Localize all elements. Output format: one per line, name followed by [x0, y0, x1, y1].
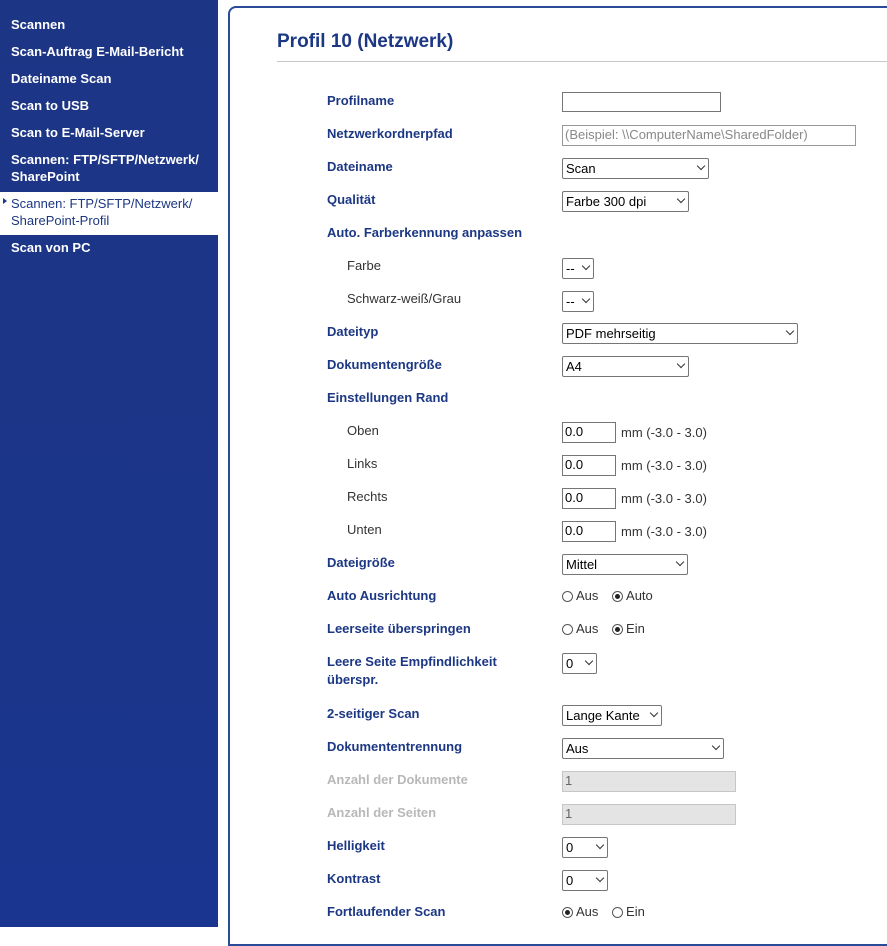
nav-label: Scan to USB: [11, 98, 90, 113]
label-dateigroesse: Dateigröße: [327, 555, 395, 570]
nav-label: Scannen: FTP/SFTP/Netzwerk/ SharePoint: [11, 152, 199, 184]
label-dokumentengroesse: Dokumentengröße: [327, 357, 442, 372]
chevron-down-icon: [596, 841, 604, 849]
radio-circle: [562, 624, 573, 635]
radio-label: Auto: [626, 588, 653, 603]
chevron-down-icon: [677, 195, 685, 203]
fortlaufend-radio-ein[interactable]: [612, 903, 645, 921]
nav-item-scan-filename[interactable]: [0, 70, 218, 87]
label-farbe: Farbe: [347, 258, 381, 273]
label-rechts: Rechts: [347, 489, 388, 504]
trennung-select[interactable]: [562, 738, 724, 759]
sidebar-nav: [0, 0, 218, 927]
helligkeit-select[interactable]: [562, 837, 608, 858]
label-dateityp: Dateityp: [327, 324, 379, 339]
chevron-down-icon: [650, 709, 658, 717]
label-rand: Einstellungen Rand: [327, 390, 449, 405]
fortlaufend-radio-group: [562, 903, 655, 923]
page-title: Profil 10 (Netzwerk): [277, 31, 454, 52]
label-farberkennung: Auto. Farberkennung anpassen: [327, 225, 523, 240]
radio-label: Aus: [576, 588, 599, 603]
select-value: --: [566, 294, 575, 309]
dateiname-select[interactable]: [562, 158, 709, 179]
rand-oben-range: mm (-3.0 - 3.0): [621, 425, 707, 440]
dateityp-select[interactable]: [562, 323, 798, 344]
select-value: A4: [566, 359, 582, 374]
label-profilname: Profilname: [327, 93, 395, 108]
label-netzwerkpfad: Netzwerkordnerpfad: [327, 126, 453, 141]
label-ausrichtung: Auto Ausrichtung: [327, 588, 437, 603]
nav-label: Scannen: FTP/SFTP/Netzwerk/ SharePoint-Profil: [11, 196, 193, 228]
radio-circle: [612, 591, 623, 602]
radio-circle: [562, 907, 573, 918]
select-value: Farbe 300 dpi: [566, 194, 647, 209]
nav-label: Scan-Auftrag E-Mail-Bericht: [11, 44, 184, 59]
nav-item-scan-to-email-server[interactable]: [0, 124, 218, 141]
chevron-down-icon: [712, 742, 720, 750]
select-value: PDF mehrseitig: [566, 326, 656, 341]
anzahl-dokumente-input: 1: [562, 771, 736, 792]
anzahl-seiten-input: 1: [562, 804, 736, 825]
chevron-down-icon: [585, 657, 593, 665]
select-value: 0: [566, 840, 574, 855]
chevron-down-icon: [786, 327, 794, 335]
label-fortlaufend: Fortlaufender Scan: [327, 904, 446, 919]
label-anzahl-seiten: Anzahl der Seiten: [327, 805, 437, 820]
label-dateiname: Dateiname: [327, 159, 393, 174]
ausrichtung-radio-group: [562, 587, 663, 607]
ausrichtung-radio-auto[interactable]: [612, 587, 653, 605]
rand-unten-range: mm (-3.0 - 3.0): [621, 524, 707, 539]
label-links: Links: [347, 456, 378, 471]
select-value: 0: [566, 656, 574, 671]
farbe-select[interactable]: [562, 258, 594, 279]
leerseite-radio-aus[interactable]: [562, 620, 598, 638]
rand-unten-input[interactable]: 0.0: [562, 521, 616, 542]
fortlaufend-radio-aus[interactable]: [562, 903, 598, 921]
nav-item-scan-to-usb[interactable]: [0, 97, 218, 114]
select-value: Scan: [566, 161, 596, 176]
chevron-down-icon: [697, 162, 705, 170]
label-trennung: Dokumententrennung: [327, 739, 463, 754]
qualitaet-select[interactable]: [562, 191, 689, 212]
chevron-down-icon: [582, 295, 590, 303]
radio-label: Aus: [576, 904, 599, 919]
dateigroesse-select[interactable]: [562, 554, 688, 575]
chevron-down-icon: [596, 874, 604, 882]
radio-label: Ein: [626, 904, 645, 919]
rand-rechts-input[interactable]: 0.0: [562, 488, 616, 509]
rand-oben-input[interactable]: 0.0: [562, 422, 616, 443]
ausrichtung-radio-aus[interactable]: [562, 587, 598, 605]
schwarzweiss-select[interactable]: [562, 291, 594, 312]
label-duplex: 2-seitiger Scan: [327, 706, 420, 721]
label-qualitaet: Qualität: [327, 192, 376, 207]
nav-item-scan-ftp-sharepoint-profile[interactable]: [0, 192, 218, 235]
select-value: Mittel: [566, 557, 598, 572]
rand-links-input[interactable]: 0.0: [562, 455, 616, 476]
kontrast-select[interactable]: [562, 870, 608, 891]
empfindlichkeit-select[interactable]: [562, 653, 597, 674]
duplex-select[interactable]: [562, 705, 662, 726]
leerseite-radio-ein[interactable]: [612, 620, 645, 638]
radio-circle: [612, 624, 623, 635]
nav-item-scan-ftp-sharepoint[interactable]: [0, 151, 200, 185]
label-leerseite: Leerseite überspringen: [327, 621, 471, 636]
select-value: 0: [566, 873, 574, 888]
nav-label: Dateiname Scan: [11, 71, 112, 86]
label-anzahl-dokumente: Anzahl der Dokumente: [327, 772, 468, 787]
radio-label: Aus: [576, 621, 599, 636]
nav-label: Scan von PC: [11, 240, 91, 255]
profilname-input[interactable]: [562, 92, 721, 112]
nav-item-scan-email-report[interactable]: [0, 43, 218, 60]
rand-links-range: mm (-3.0 - 3.0): [621, 458, 707, 473]
chevron-down-icon: [676, 558, 684, 566]
select-value: Aus: [566, 741, 589, 756]
label-helligkeit: Helligkeit: [327, 838, 385, 853]
chevron-down-icon: [677, 360, 685, 368]
dokumentengroesse-select[interactable]: [562, 356, 689, 377]
nav-item-scan-from-pc[interactable]: [0, 239, 218, 256]
rand-rechts-range: mm (-3.0 - 3.0): [621, 491, 707, 506]
caret-right-icon: [3, 198, 7, 204]
chevron-down-icon: [582, 262, 590, 270]
label-kontrast: Kontrast: [327, 871, 381, 886]
radio-circle: [562, 591, 573, 602]
radio-label: Ein: [626, 621, 645, 636]
leerseite-radio-group: [562, 620, 655, 640]
nav-label: Scannen: [11, 17, 66, 32]
select-value: Lange Kante: [566, 708, 640, 723]
label-unten: Unten: [347, 522, 382, 537]
nav-item-scannen[interactable]: [0, 16, 218, 33]
title-divider: [277, 61, 887, 62]
label-oben: Oben: [347, 423, 379, 438]
label-empfindlichkeit: Leere Seite Empfindlichkeit überspr.: [327, 654, 497, 687]
label-schwarzweiss: Schwarz-weiß/Grau: [347, 291, 462, 306]
nav-label: Scan to E-Mail-Server: [11, 125, 145, 140]
netzwerkpfad-input[interactable]: (Beispiel: \\ComputerName\SharedFolder): [562, 125, 856, 146]
select-value: --: [566, 261, 575, 276]
radio-circle: [612, 907, 623, 918]
